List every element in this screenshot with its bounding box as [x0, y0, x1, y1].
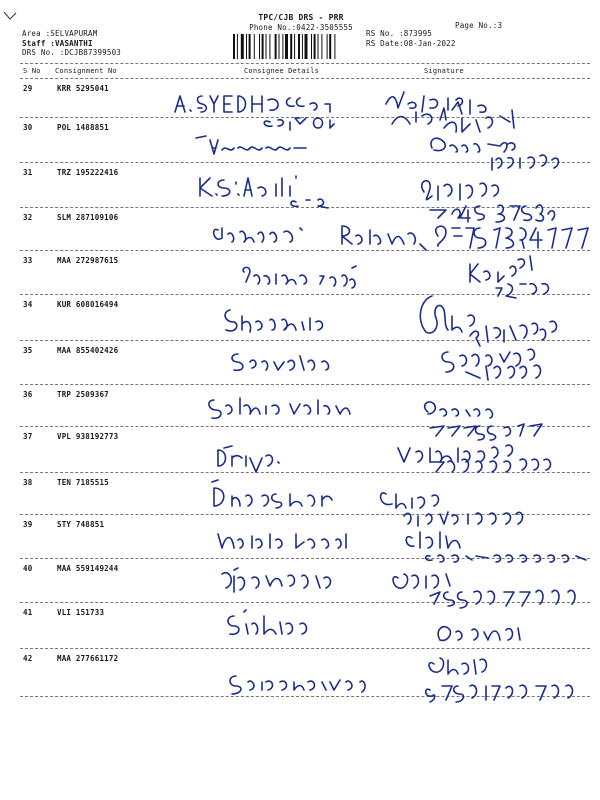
drs-number: DRS No. :DCJB87399503 [22, 48, 122, 57]
row-divider [20, 558, 590, 559]
row-divider [20, 648, 590, 649]
serial-number: 36 [23, 390, 33, 399]
barcode-bar [241, 34, 244, 59]
barcode-bar [334, 34, 335, 59]
barcode-bar [329, 34, 331, 59]
barcode-bar [327, 34, 328, 59]
barcode-bar [254, 34, 255, 59]
scan-mark-icon [2, 10, 18, 24]
header-left [22, 29, 121, 58]
barcode-bar [285, 34, 288, 59]
barcode-bar [318, 34, 319, 59]
sheet-title: TPC/CJB DRS - PRR [258, 13, 344, 22]
column-header-sno: S No [23, 67, 41, 75]
consignment-number: TRZ 195222416 [57, 168, 119, 177]
consignment-number: SLM 287109106 [57, 213, 119, 222]
serial-number: 37 [23, 432, 33, 441]
rs-number: RS No. :873995 [366, 29, 433, 38]
header-divider-bottom [20, 78, 590, 79]
page-number: Page No.:3 [455, 21, 503, 30]
serial-number: 32 [23, 213, 33, 222]
serial-number: 41 [23, 608, 33, 617]
serial-number: 30 [23, 123, 33, 132]
row-divider [20, 602, 590, 603]
row-divider [20, 514, 590, 515]
serial-number: 38 [23, 478, 33, 487]
barcode-bar [275, 34, 277, 59]
row-divider [20, 426, 590, 427]
consignment-number: TEN 7185515 [57, 478, 109, 487]
row-divider [20, 472, 590, 473]
barcode [232, 34, 360, 59]
barcode-bar [237, 34, 238, 59]
barcode-bar [282, 34, 283, 59]
row-divider [20, 384, 590, 385]
row-divider [20, 207, 590, 208]
consignment-number: VLI 151733 [57, 608, 105, 617]
header-center [236, 13, 366, 33]
consignment-number: KRR 5295041 [57, 84, 109, 93]
consignment-number: KUR 608016494 [57, 300, 119, 309]
header-right [366, 29, 456, 49]
column-header-signature: Signature [424, 67, 464, 75]
barcode-bar [246, 34, 247, 59]
serial-number: 39 [23, 520, 33, 529]
serial-number: 34 [23, 300, 33, 309]
barcode-bar [294, 34, 295, 59]
barcode-bar [311, 34, 312, 59]
column-header-consignee: Consignee Details [244, 67, 320, 75]
barcode-bar [279, 34, 280, 59]
rs-date: RS Date:08-Jan-2022 [366, 39, 456, 48]
consignment-number: POL 1488851 [57, 123, 109, 132]
row-divider [20, 162, 590, 163]
barcode-bar [321, 34, 322, 59]
barcode-bar [259, 34, 260, 59]
serial-number: 35 [23, 346, 33, 355]
barcode-bar [249, 34, 251, 59]
serial-number: 40 [23, 564, 33, 573]
row-divider [20, 340, 590, 341]
consignment-number: MAA 277661172 [57, 654, 119, 663]
barcode-bar [290, 34, 292, 59]
consignment-number: VPL 938192773 [57, 432, 119, 441]
consignment-number: MAA 855402426 [57, 346, 119, 355]
row-divider [20, 696, 590, 697]
consignment-number: MAA 272987615 [57, 256, 119, 265]
barcode-bar [269, 34, 270, 59]
barcode-bar [302, 34, 303, 59]
barcode-bar [305, 34, 308, 59]
serial-number: 33 [23, 256, 33, 265]
barcode-bar [298, 34, 300, 59]
serial-number: 31 [23, 168, 33, 177]
row-divider [20, 294, 590, 295]
area-field: Area :SELVAPURAM [22, 29, 98, 38]
consignment-number: TRP 2509367 [57, 390, 109, 399]
barcode-bar [262, 34, 264, 59]
staff-field: Staff :VASANTHI [22, 38, 93, 48]
serial-number: 29 [23, 84, 33, 93]
consignment-number: MAA 559149244 [57, 564, 119, 573]
header-divider-top [20, 63, 590, 64]
consignment-number: STY 748851 [57, 520, 105, 529]
barcode-bar [266, 34, 267, 59]
row-divider [20, 250, 590, 251]
phone-number: Phone No.:0422-3505555 [249, 23, 353, 32]
row-divider [20, 117, 590, 118]
barcode-bar [314, 34, 316, 59]
column-header-consignment: Consignment No [55, 67, 117, 75]
barcode-bar [233, 34, 235, 59]
serial-number: 42 [23, 654, 33, 663]
